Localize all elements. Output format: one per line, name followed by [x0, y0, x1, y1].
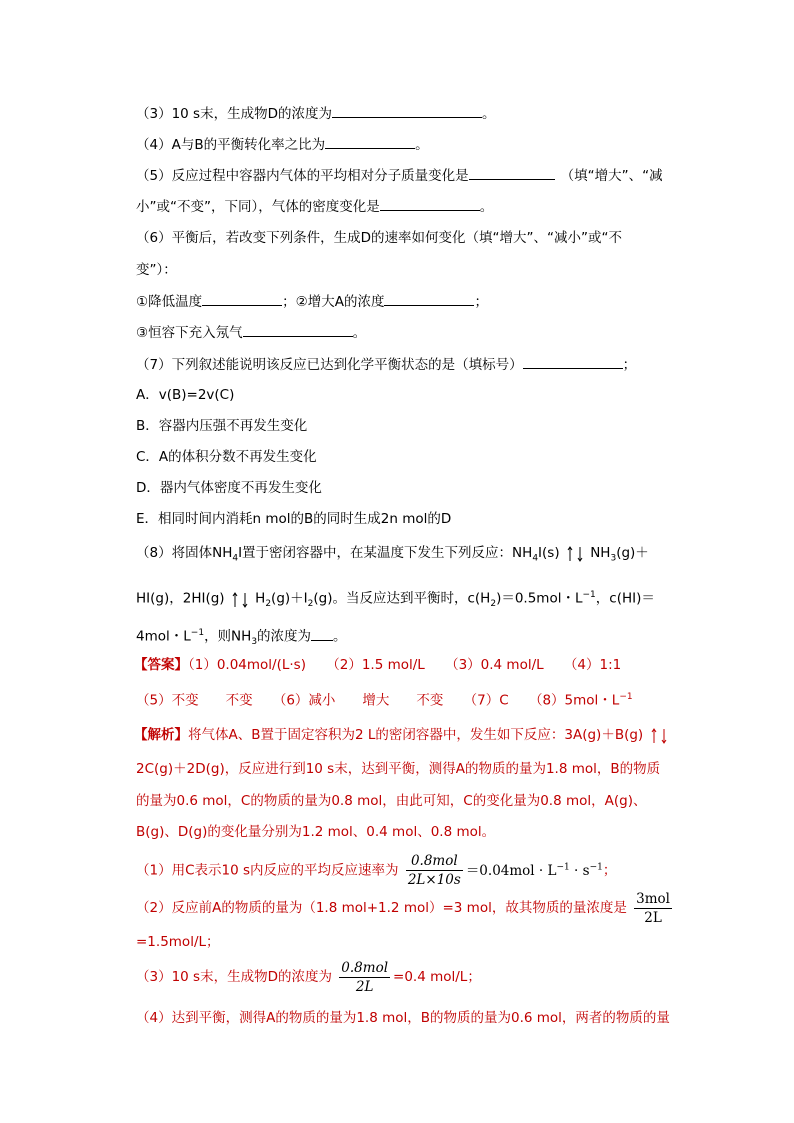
analysis-line-4: B(g)、D(g)的变化量分别为1.2 mol、0.4 mol、0.8 mol。	[136, 824, 496, 840]
question-6-line-1: （6）平衡后，若改变下列条件，生成D的速率如何变化（填“增大”、“减小”或“不	[136, 230, 622, 246]
analysis-part-2-result: =1.5mol/L；	[136, 934, 220, 950]
analysis-line-2: 2C(g)＋2D(g)，反应进行到10 s末，达到平衡，测得A的物质的量为1.8 mol，B的物质	[136, 761, 661, 777]
question-6-item-2: ③恒容下充入氖气 。	[136, 322, 366, 343]
reversible-arrow-icon	[567, 545, 583, 561]
answer-blank	[380, 196, 480, 211]
question-7-option-c: C．A的体积分数不再发生变化	[136, 449, 317, 465]
question-8-line-3: 4mol・$L^{-1}$，则$NH_3$的浓度为 。	[136, 623, 347, 652]
fraction: $\frac{\text{0.8mol}}{2L}$	[341, 959, 389, 995]
analysis-part-1: （1）用C表示10 s内反应的平均反应速率为 $\frac{\text{0.8mol}}{2L\times 10s}$ $=0.04mol \cdot L^{-1} \cdot s^{-1}$；	[136, 853, 617, 888]
answer-blank	[311, 626, 333, 641]
question-6-item-1: ①降低温度 ；②增大A的浓度 ；	[136, 291, 488, 312]
question-4: （4）A与B的平衡转化率之比为 。	[136, 134, 429, 155]
fraction: $\frac{\text{0.8mol}}{2L\times 10s}$	[407, 853, 461, 888]
question-3: （3）10 s末，生成物D的浓度为 。	[136, 103, 496, 124]
analysis-part-4: （4）达到平衡，测得A的物质的量为1.8 mol，B的物质的量为0.6 mol，两者的物质的量	[136, 1010, 670, 1026]
question-7-option-b: B．容器内压强不再发生变化	[136, 418, 308, 434]
answer-tag: 【答案】	[134, 657, 188, 673]
analysis-part-3: （3）10 s末，生成物D的浓度为 $\frac{\text{0.8mol}}{2L}$ =0.4 mol/L；	[136, 959, 481, 995]
question-5-line-2: 小”或“不变”，下同），气体的密度变化是 。	[136, 196, 493, 217]
answer-blank	[384, 291, 474, 306]
answer-blank	[332, 103, 482, 118]
answer-blank	[325, 134, 415, 149]
question-8-line-1: （8）将固体$NH_4I$置于密闭容器中，在某温度下发生下列反应：$NH_4I(s)$ $NH_3(g)+$	[136, 545, 649, 564]
answer-line-1: 【答案】（1）0.04mol/(L·s) （2）1.5 mol/L （3）0.4 mol/L （4）1:1	[134, 657, 622, 673]
question-6-line-2: 变”）：	[136, 262, 177, 278]
question-7-option-d: D．器内气体密度不再发生变化	[136, 480, 322, 496]
question-5-line-1: （5）反应过程中容器内气体的平均相对分子质量变化是 （填“增大”、“减	[136, 165, 663, 186]
question-7-option-a: A．v(B)=2v(C)	[136, 387, 235, 403]
answer-blank	[469, 165, 555, 180]
fraction: $\frac{\text{3mol}}{2L}$	[636, 890, 670, 926]
question-8-line-2: HI(g)，2HI(g) $H_2(g)+I_2(g)$。当反应达到平衡时，$c(H_2)=0.5mol$・$L^{-1}$，c(HI)＝	[136, 590, 655, 610]
reversible-arrow-icon	[651, 727, 667, 743]
question-7-option-e: E．相同时间内消耗n mol的B的同时生成2n mol的D	[136, 511, 452, 527]
question-7-stem: （7）下列叙述能说明该反应已达到化学平衡状态的是（填标号） ；	[136, 354, 636, 375]
answer-blank	[523, 354, 623, 369]
analysis-part-2: （2）反应前A的物质的量为（1.8 mol+1.2 mol）=3 mol，故其物质的量浓度是 $\frac{\text{3mol}}{2L}$	[136, 890, 670, 926]
answer-blank	[243, 322, 353, 337]
analysis-tag: 【解析】	[134, 727, 188, 743]
answer-blank	[202, 291, 282, 306]
answer-line-2: （5）不变 不变 （6）减小 增大 不变 （7）C （8）5mol・$L^{-1}$	[136, 692, 633, 709]
analysis-line-3: 的量为0.6 mol，C的物质的量为0.8 mol，由此可知，C的变化量为0.8 mol，A(g)、	[136, 793, 647, 809]
analysis-line-1: 【解析】将气体A、B置于固定容积为2 L的密闭容器中，发生如下反应：3A(g)＋B(g)	[134, 725, 670, 745]
reversible-arrow-icon	[232, 591, 248, 607]
